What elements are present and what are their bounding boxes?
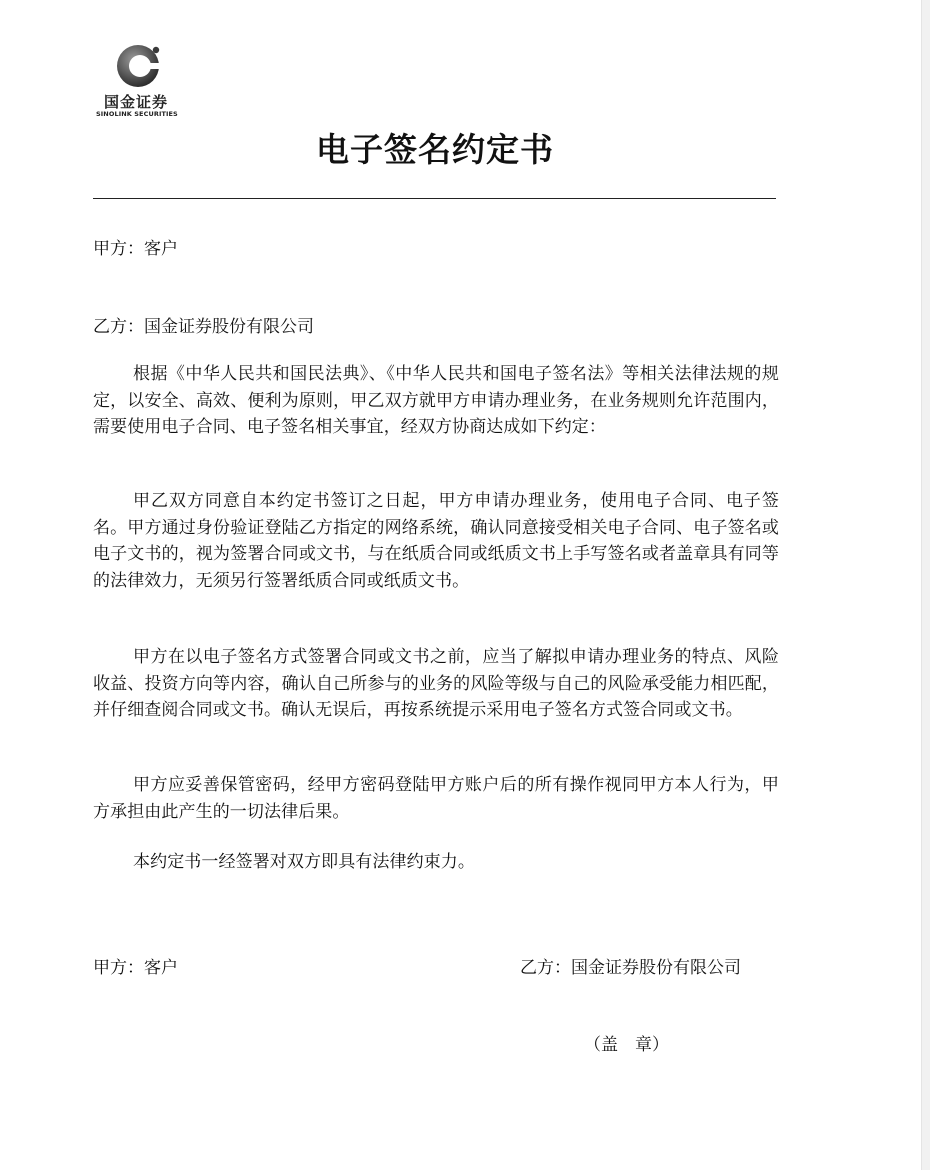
logo-text-en: SINOLINK SECURITIES (96, 110, 178, 118)
paragraph-risk: 甲方在以电子签名方式签署合同或文书之前，应当了解拟申请办理业务的特点、风险收益、投资方向等内容，确认自己所参与的业务的风险等级与自己的风险承受能力相匹配，并仔细查阅合同或文书。确认无误后，再按系统提示采用电子签名方式签合同或文书。 (93, 647, 779, 720)
vertical-scrollbar[interactable] (921, 0, 930, 1170)
sinolink-logo-icon (114, 44, 166, 90)
party-b-line: 乙方：国金证券股份有限公司 (93, 317, 314, 337)
paragraph-password: 甲方应妥善保管密码，经甲方密码登陆甲方账户后的所有操作视同甲方本人行为，甲方承担由此产生的一切法律后果。 (93, 775, 779, 822)
signature-party-b: 乙方：国金证券股份有限公司 (520, 958, 741, 978)
party-a-line: 甲方：客户 (93, 239, 178, 259)
seal-placeholder: （盖 章） (584, 1035, 669, 1055)
paragraph-agreement: 甲乙双方同意自本约定书签订之日起，甲方申请办理业务，使用电子合同、电子签名。甲方通过身份验证登陆乙方指定的网络系统，确认同意接受相关电子合同、电子签名或电子文书的，视为签署合同或文书，与在纸质合同或纸质文书上手写签名或者盖章具有同等的法律效力，无须另行签署纸质合同或纸质文书。 (93, 491, 779, 591)
company-logo (94, 44, 190, 118)
title-divider (93, 198, 776, 199)
paragraph-effect: 本约定书一经签署对双方即具有法律约束力。 (133, 852, 475, 872)
signature-party-a: 甲方：客户 (93, 958, 178, 978)
paragraph-preamble: 根据《中华人民共和国民法典》、《中华人民共和国电子签名法》等相关法律法规的规定，以安全、高效、便利为原则，甲乙双方就甲方申请办理业务，在业务规则允许范围内，需要使用电子合同、电子签名相关事宜，经双方协商达成如下约定： (93, 364, 779, 437)
logo-text-cn: 国金证券 (104, 93, 169, 111)
document-title: 电子签名约定书 (316, 130, 554, 169)
